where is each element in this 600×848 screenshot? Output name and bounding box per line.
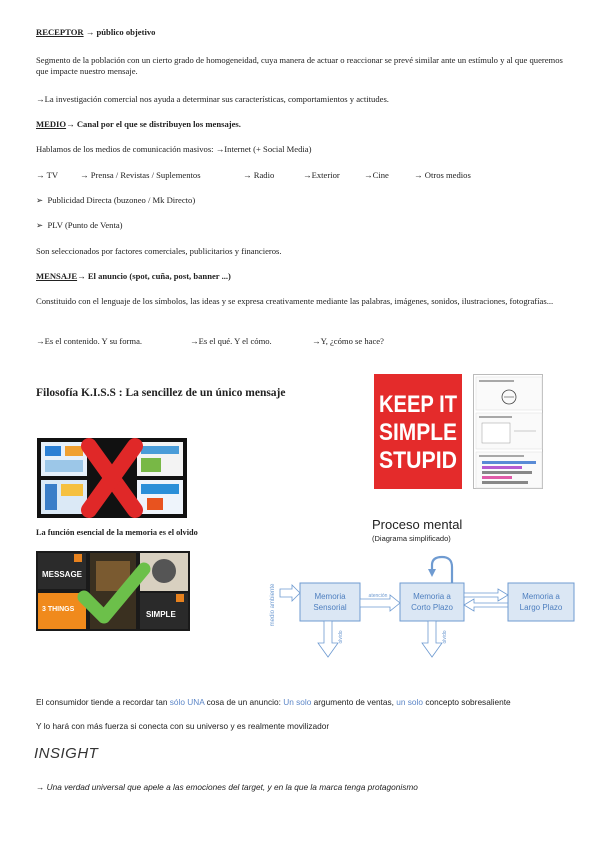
box-label: Corto Plazo: [411, 603, 453, 612]
consumer-text: El consumidor tiende a recordar tan: [36, 697, 170, 707]
receptor-heading-rest: → público objetivo: [83, 27, 156, 37]
box-label: Memoria a: [413, 592, 451, 601]
bullet-text: Publicidad Directa (buzoneo / Mk Directo): [47, 195, 196, 205]
box-label: Memoria a: [522, 592, 560, 601]
slides-thumbnail: [473, 374, 543, 489]
kiss-poster-graphic: [374, 374, 462, 489]
loop-arrowhead-icon: [428, 569, 436, 577]
simple-message-image: [36, 551, 190, 631]
diagram-subtitle: (Diagrama simplificado): [372, 534, 451, 543]
tile-label: MESSAGE: [42, 570, 83, 579]
side-label: medio ambiente: [270, 583, 276, 627]
mensaje-note: →Es el qué. Y el cómo.: [190, 336, 272, 346]
bullet-arrow-icon: ➢: [36, 220, 48, 230]
receptor-heading: RECEPTOR: [36, 27, 84, 37]
mensaje-heading: MENSAJE: [36, 271, 78, 281]
poster-line: KEEP IT: [379, 391, 458, 418]
medio-selection: Son seleccionados por factores comerciales, publicitarios y financieros.: [36, 246, 282, 256]
poster-line: SIMPLE: [379, 419, 457, 446]
medio-heading-line: [36, 119, 241, 130]
receptor-heading-line: [36, 27, 155, 38]
retrieve-arrow-icon: [464, 599, 508, 611]
consumer-text: cosa de un anuncio:: [204, 697, 284, 707]
arrow-label: atención: [368, 593, 388, 599]
box-label: Sensorial: [313, 603, 347, 612]
slides-thumbnail-graphic: [474, 375, 544, 490]
consumer-line-2: Y lo hará con más fuerza si conecta con su universo y es realmente movilizador: [36, 721, 330, 731]
box-label: Largo Plazo: [519, 603, 563, 612]
channel-item: → Prensa / Revistas / Suplementos: [80, 170, 201, 180]
channel-item: →Exterior: [303, 170, 340, 180]
receptor-body: Segmento de la población con un cierto grado de homogeneidad, cuya manera de actuar o reaccionar se prevé similar ante un estímulo y al que queremos que impacte nuestro mensaje.: [36, 55, 563, 76]
arrow-label: olvido: [338, 630, 344, 644]
bullet-item: [36, 195, 195, 206]
poster-line: STUPID: [379, 447, 457, 474]
forget-arrow-icon: [318, 621, 338, 657]
simple-message-graphic: [36, 551, 190, 631]
diagram-title: Proceso mental: [372, 517, 463, 532]
channel-item: → Otros medios: [414, 170, 471, 180]
memory-box-sensorial: [300, 583, 360, 621]
medio-heading: MEDIO: [36, 119, 67, 129]
kiss-poster: [374, 374, 462, 489]
bullet-text: PLV (Punto de Venta): [47, 220, 123, 230]
bullet-item: [36, 220, 123, 231]
mensaje-body: Constituido con el lenguaje de los símbolos, las ideas y se expresa creativamente mediante las palabras, imágenes, sonidos, ilustraciones, fotografías...: [36, 296, 554, 306]
tile-label: SIMPLE: [146, 610, 176, 619]
bullet-arrow-icon: ➢: [36, 195, 48, 205]
store-arrow-icon: [464, 589, 508, 601]
mensaje-note: →Y, ¿cómo se hace?: [312, 336, 384, 346]
medio-heading-rest: → Canal por el que se distribuyen los mensajes.: [66, 119, 241, 129]
kiss-title: Filosofía K.I.S.S : La sencillez de un único mensaje: [36, 387, 286, 399]
mensaje-heading-rest: → El anuncio (spot, cuña, post, banner ...): [77, 271, 231, 281]
consumer-text: concepto sobresaliente: [423, 697, 511, 707]
mensaje-heading-line: [36, 271, 231, 282]
cluttered-ads-image: [37, 438, 187, 518]
box-label: Memoria: [314, 592, 346, 601]
cluttered-ads-graphic: [37, 438, 187, 518]
memory-caption: La función esencial de la memoria es el olvido: [36, 528, 198, 537]
consumer-text: argumento de ventas,: [311, 697, 397, 707]
channel-item: → Radio: [243, 170, 275, 180]
insight-title: INSIGHT: [34, 745, 99, 762]
channel-item: → TV: [36, 170, 59, 180]
forget-arrow-icon: [422, 621, 442, 657]
memory-box-largo: [508, 583, 574, 621]
consumer-emphasis: Un solo: [283, 697, 312, 707]
receptor-note: →La investigación comercial nos ayuda a determinar sus características, comportamientos y actitudes.: [36, 94, 389, 104]
arrow-label: olvido: [442, 630, 448, 644]
input-arrow-icon: [280, 585, 300, 601]
mensaje-note: →Es el contenido. Y su forma.: [36, 336, 143, 346]
insight-body: → Una verdad universal que apele a las emociones del target, y en la que la marca tenga protagonismo: [36, 782, 418, 792]
consumer-emphasis: sólo UNA: [169, 697, 205, 707]
tile-label: 3 THINGS: [42, 606, 75, 613]
memory-process-diagram: [262, 545, 582, 663]
medio-intro: Hablamos de los medios de comunicación masivos: →Internet (+ Social Media): [36, 144, 312, 154]
consumer-emphasis: un solo: [396, 697, 424, 707]
consumer-line-1: [36, 697, 511, 707]
channel-item: →Cine: [364, 170, 389, 180]
memory-box-corto: [400, 583, 464, 621]
